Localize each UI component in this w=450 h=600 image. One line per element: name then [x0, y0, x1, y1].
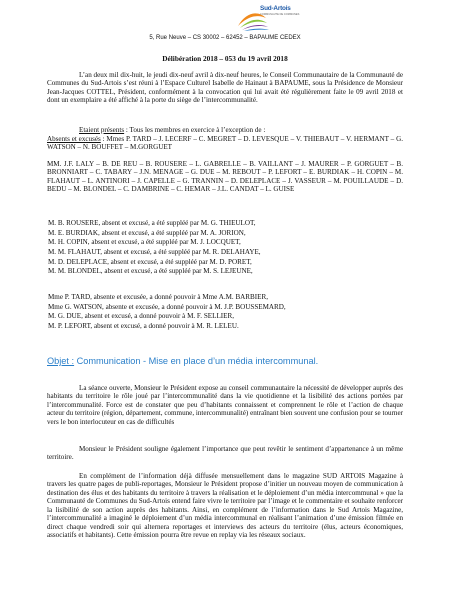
objet-label: Objet : [47, 356, 75, 366]
proxy-item: Mme P. TARD, absente et excusée, a donné pouvoir à Mme A.M. BARBIER, [48, 293, 268, 301]
present-text: : Tous les membres en exercice à l’exception de : [124, 126, 266, 134]
present-label: Etaient présents [79, 126, 125, 134]
present-line [47, 126, 403, 134]
proxy-item: M. G. DUE, absent et excusé, a donné pouvoir à M. F. SELLIER, [48, 312, 235, 321]
address-line: 5, Rue Neuve – CS 30002 – 62452 – BAPAUME CEDEX [149, 35, 301, 41]
substitution-item: M. M. BLONDEL, absent et excusé, a été suppléé par M. S. LEJEUNE, [48, 267, 253, 276]
logo-text: Sud-Artois [260, 5, 291, 12]
body-paragraph-1: La séance ouverte, Monsieur le Président expose au conseil communautaire la nécessité de développer auprès des habitants du territoire le rôle joué par l’intercommunalité dans la vie quotidienne et la lisibilité des actions portées par l’intercommunalité. Force est de constater que peu d’habitants connaissent et comprennent le rôle et l’action de chaque acteur du territoire (région, département, commune, intercommunalité) entraînant bien souvent une confusion pour se tourner vers le bon interlocuteur en cas de difficultés [47, 384, 403, 426]
absent-paragraph [47, 135, 403, 152]
substitution-item: M. D. DELEPLACE, absent et excusé, a été suppléé par M. D. PORET, [48, 257, 252, 266]
intro-paragraph: L’an deux mil dix-huit, le jeudi dix-neuf avril à dix-neuf heures, le Conseil Communautaire de la Communauté de Communes du Sud-Artois s’est réuni à l’Espace Culturel Isabelle de Hainaut à BAPAUME, sous la Présidence de Monsieur Jean-Jacques COTTEL, Président, conformément à la convocation qui lui avait été régulièrement faite le 09 avril 2018 et dont un exemplaire a été affiché à la porte du siège de l’intercommunalité. [47, 71, 403, 105]
substitution-item: M. E. BURDIAK, absent et excusé, a été suppléé par M. A. JORION, [48, 228, 246, 237]
absent-label: Absents et excusés [47, 135, 101, 143]
body-paragraph-3: En complément de l’information déjà diffusée mensuellement dans le magazine SUD ARTOIS Magazine à travers les quatre pages de publi-reportages, Monsieur le Président propose d’initier un nouveau moyen de communication à destination des élus et des habitants du territoire à travers la réalisation et le déploiement d’un média intercommunal » que la Communauté de Communes du Sud-Artois entend faire vivre le territoire par l’image et le commentaire et souhaite renforcer la lisibilité de son action auprès des habitants. Ainsi, en complément de l’information dans le Sud Artois Magazine, l’intercommunalité a imaginé le déploiement d’un média intercommunal en réalisant l’animation d’une émission filmée en direct chaque vendredi soir qui alternera reportages et interviews des acteurs du territoire (élus, acteurs économiques, associatifs et habitants). Cette émission pourra être revue en replay via les réseaux sociaux. [47, 472, 403, 540]
objet-heading [47, 356, 318, 367]
members-paragraph: MM. J.F. LALY – B. DE REU – B. ROUSERE – L. GABRELLE – B. VAILLANT – J. MAURER – P. GORGUET – B. BRONNIART – C. TABARY – J.N. MENAGE – G. DUE – M. REBOUT – P. LEFORT – E. BURDIAK – H. COPIN – M. FLAHAUT – L. ANTINORI – J. CAPELLE – G. TRANNIN – D. DELEPLACE – J. VASSEUR – M. POUILLAUDE – D. BEDU – M. BLONDEL – C. DAMBRINE – C. HEMAR – J.L. CANDAT – L. GUISE [47, 160, 403, 194]
substitution-item: M. B. ROUSERE, absent et excusé, a été suppléé par M. G. THIEULOT, [48, 219, 256, 227]
proxy-list [48, 293, 408, 332]
absent-text: : Mmes P. TARD – J. LECERF – C. MEGRET – D. LEVESQUE – V. THIEBAUT – V. HERMANT – G. WATSON – N. BOUFFET – M.GORGUET [47, 135, 403, 152]
deliberation-title: Délibération 2018 – 053 du 19 avril 2018 [162, 54, 288, 63]
sud-artois-logo [236, 4, 298, 34]
proxy-item: M. P. LEFORT, absent et excusé, a donné pouvoir à M. R. LELEU. [48, 321, 239, 330]
logo-subtext: COMMUNAUTE DE COMMUNES [260, 13, 300, 16]
substitution-item: M. H. COPIN, absent et excusé, a été suppléé par M. J. LOCQUET, [48, 238, 241, 247]
body-paragraph-2: Monsieur le Président souligne également l’importance que peut revêtir le sentiment d’appartenance à un même territoire. [47, 445, 403, 462]
substitution-item: M. M. FLAHAUT, absent et excusé, a été suppléé par M. R. DELAHAYE, [48, 247, 261, 256]
objet-text: Communication - Mise en place d’un média intercommunal. [74, 356, 319, 366]
substitution-list [48, 219, 408, 277]
proxy-item: Mme G. WATSON, absente et excusée, a donné pouvoir à M. J.P. BOUSSEMARD, [48, 302, 286, 311]
